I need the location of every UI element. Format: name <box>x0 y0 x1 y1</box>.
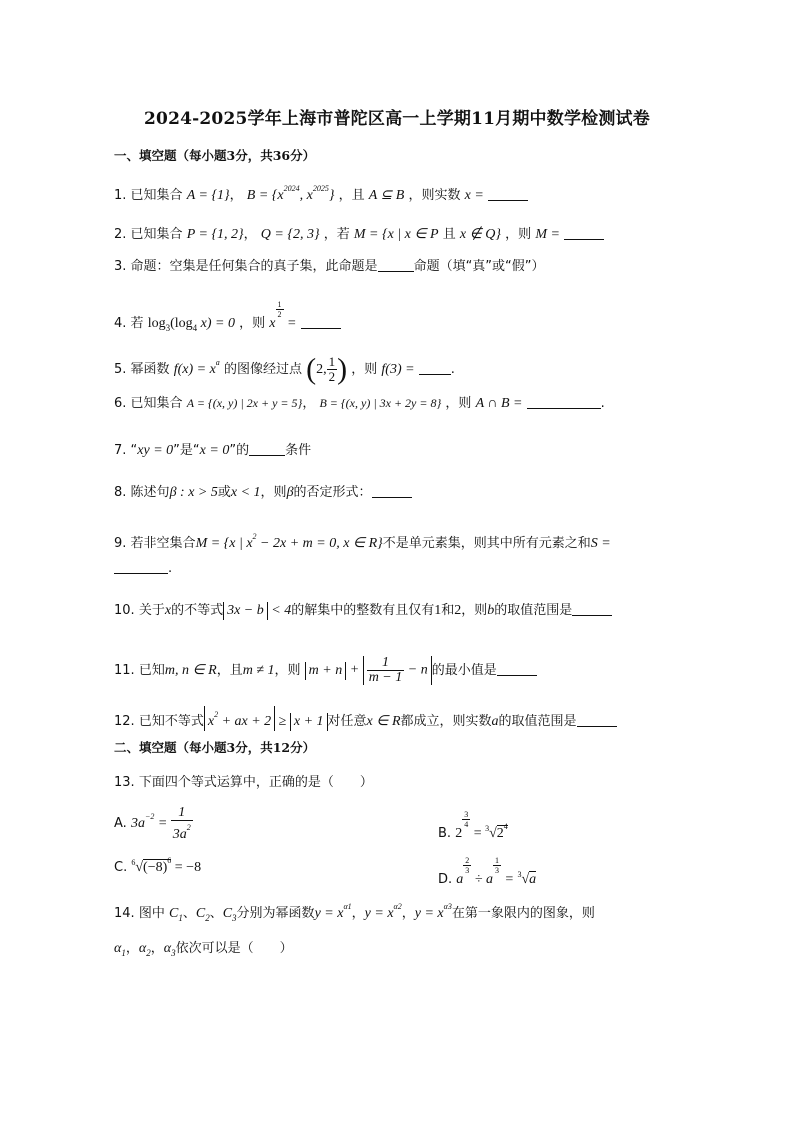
set-a: A = {1} <box>186 188 230 203</box>
question-13 <box>114 774 373 792</box>
question-7 <box>114 442 311 460</box>
punctuation: ， <box>150 941 164 956</box>
log-expression: $\log_3(\log_4$ x) = 0 <box>147 316 235 333</box>
question-text: 分别为幂函数 <box>236 906 315 921</box>
question-number: 3. <box>114 259 127 274</box>
punctuation: 、 <box>209 906 223 921</box>
option-expression: 2 $\frac{3}{4}$ = $^3√2^4$ <box>455 810 508 841</box>
question-number: 1. <box>114 188 127 203</box>
question-text: 的图像经过点 <box>223 362 302 377</box>
question-text: ，则实数 <box>408 188 461 203</box>
equation: xy = 0 <box>137 443 174 458</box>
set-p: P = {1, 2} <box>186 227 244 242</box>
condition: x ∈ R <box>366 714 401 729</box>
question-text: ，则 <box>505 227 532 242</box>
question-text: 命题：空集是任何集合的真子集，此命题是 <box>130 259 378 274</box>
power-function: $y = x^{\alpha 1}$ <box>314 902 352 921</box>
question-text: 已知集合 <box>130 396 183 411</box>
question-text: 的最小值是 <box>431 663 497 678</box>
option-d[interactable] <box>438 856 536 888</box>
answer-blank[interactable] <box>378 259 414 272</box>
option-label: D. <box>438 872 453 887</box>
question-text: ，若 <box>323 227 350 242</box>
question-14-continuation <box>114 940 293 962</box>
integer: 1 <box>434 603 442 618</box>
answer-variable: x = <box>464 188 484 203</box>
power-function: $f(x) = x^a$ <box>173 358 220 377</box>
question-text: ，则 <box>239 316 266 331</box>
exponent-list: $\alpha_1$ <box>114 941 126 958</box>
punctuation: . <box>600 396 605 411</box>
question-text: ”的 <box>229 443 250 458</box>
option-b[interactable] <box>438 810 508 842</box>
exponent-list: $\alpha_3$ <box>163 941 176 958</box>
question-number: 9. <box>114 536 127 551</box>
question-text: 的解集中的整数有且仅有 <box>291 603 435 618</box>
question-text: 关于 <box>138 603 165 618</box>
section-heading-fill-in: 一、填空题（每小题3分，共36分） <box>114 148 316 163</box>
question-text: ，则 <box>274 663 301 678</box>
set-q: Q = {2, 3} <box>260 227 320 242</box>
question-number: 14. <box>114 906 135 921</box>
curve-names: $C_3$ <box>222 906 237 923</box>
question-text: ，则 <box>461 603 488 618</box>
answer-blank[interactable] <box>527 396 601 409</box>
question-text: 若非空集合 <box>130 536 196 551</box>
answer-blank[interactable] <box>572 603 612 616</box>
set-m: M = {x | $x^2 - 2x + m = 0$, x ∈ R} <box>195 532 383 551</box>
option-c[interactable] <box>114 856 201 876</box>
answer-variable: S = <box>590 536 611 551</box>
variable: x <box>164 603 172 618</box>
question-number: 10. <box>114 603 135 618</box>
question-number: 11. <box>114 663 135 678</box>
answer-blank[interactable] <box>419 362 451 375</box>
question-9-continuation <box>114 560 172 578</box>
option-label: A. <box>114 816 127 832</box>
punctuation: ， <box>351 906 365 921</box>
power-function: $y = x^{\alpha 3}$ <box>414 902 452 921</box>
condition: m, n ∈ R <box>164 663 217 678</box>
answer-blank[interactable] <box>488 188 528 201</box>
question-text: 依次可以是（ ） <box>175 941 293 956</box>
point: (2, $\frac{1}{2}$ ) <box>306 352 348 386</box>
question-text: 陈述句 <box>130 485 170 500</box>
question-text: 的取值范围是 <box>494 603 573 618</box>
statement: x < 1 <box>230 485 261 500</box>
question-number: 8. <box>114 485 127 500</box>
option-expression: a $\frac{2}{3}$ ÷ a $\frac{1}{3}$ = $^3$√a <box>456 856 537 887</box>
question-12 <box>114 706 617 731</box>
question-text: ，且 <box>338 188 365 203</box>
question-8 <box>114 484 412 502</box>
set-a: A = {(x, y) | 2x + y = 5} <box>186 396 303 410</box>
option-label: B. <box>438 826 452 841</box>
answer-blank[interactable] <box>497 663 537 676</box>
question-number: 5. <box>114 362 127 377</box>
statement-symbol: β <box>286 485 294 500</box>
question-number: 2. <box>114 227 127 242</box>
subset-relation: A ⊆ B <box>368 188 405 203</box>
question-text: 在第一象限内的图象，则 <box>451 906 595 921</box>
question-9 <box>114 528 611 553</box>
question-text: 若 <box>130 316 144 331</box>
question-text: 的不等式 <box>171 603 224 618</box>
set-m: M = {x | x ∈ P <box>353 227 439 242</box>
answer-variable: A ∩ B = <box>475 396 523 411</box>
page-title: 2024-2025学年上海市普陀区高一上学期11月期中数学检测试卷 <box>144 109 650 129</box>
option-expression: $3a^{-2}$ = $\frac{1}{3a^2}$ <box>130 805 191 842</box>
question-text: 条件 <box>285 443 312 458</box>
expression: m + n + $\frac{1}{m - 1}$ − n <box>305 656 432 685</box>
exponent-list: $\alpha_2$ <box>138 941 151 958</box>
question-text: 和 <box>441 603 455 618</box>
punctuation: ， <box>401 906 415 921</box>
question-text: 的否定形式： <box>293 485 372 500</box>
question-text: 或 <box>217 485 231 500</box>
answer-variable: M = <box>535 227 560 242</box>
question-text: ，则 <box>351 362 378 377</box>
question-number: 12. <box>114 714 135 729</box>
question-6: 6. 已知集合 A = {(x, y) | 2x + y = 5}， B = {(x, y) | 3x + 2y = 8} ，则 A ∩ B = . <box>114 396 605 411</box>
question-text: 且 <box>442 227 456 242</box>
question-1: 1. 已知集合 A = {1}， $B = \{x^{2024}$, $x^{2025}$} ，且 A ⊆ B ，则实数 x = <box>114 180 528 205</box>
question-11 <box>114 656 537 685</box>
question-text: 都成立，则实数 <box>400 714 492 729</box>
punctuation: . <box>168 561 173 576</box>
punctuation: 、 <box>182 906 196 921</box>
question-text: 已知集合 <box>130 227 183 242</box>
equation: x = 0 <box>199 443 230 458</box>
question-text: ，则 <box>445 396 472 411</box>
set-condition: x ∉ Q} <box>459 227 502 242</box>
question-text: 的取值范围是 <box>498 714 577 729</box>
question-text: ”是“ <box>173 443 200 458</box>
question-number: 7. <box>114 443 127 458</box>
question-text: ，则 <box>260 485 287 500</box>
question-text: 命题（填“真”或“假”） <box>413 259 545 274</box>
question-text: 图中 <box>138 906 165 921</box>
answer-blank[interactable] <box>301 316 341 329</box>
answer-blank[interactable] <box>564 227 604 240</box>
punctuation: . <box>450 362 455 377</box>
question-number: 13. <box>114 775 135 790</box>
question-14 <box>114 898 595 927</box>
variable: b <box>487 603 495 618</box>
question-5 <box>114 354 455 384</box>
option-label: C. <box>114 860 128 875</box>
question-4 <box>114 300 341 337</box>
question-10 <box>114 602 612 620</box>
question-text: 已知集合 <box>130 188 183 203</box>
option-a[interactable] <box>114 806 193 842</box>
question-text: 幂函数 <box>130 362 170 377</box>
question-text: 对任意 <box>327 714 367 729</box>
curve-names: $C_2$ <box>195 906 210 923</box>
inequality: $x^2$ + ax + 2 ≥ x + 1 <box>204 714 328 729</box>
answer-blank[interactable] <box>577 714 617 727</box>
power-expression: x $\frac{1}{2}$ = <box>269 300 297 331</box>
set-b: $B = \{x^{2024}$, $x^{2025}$} <box>246 184 335 203</box>
question-text: 不是单元素集，则其中所有元素之和 <box>382 536 591 551</box>
punctuation: ， <box>125 941 139 956</box>
answer-variable: f(3) = <box>381 362 415 377</box>
option-expression: $^6√(-8)^6 = -8$ <box>131 856 202 875</box>
question-text: 已知不等式 <box>138 714 204 729</box>
integer: 2 <box>454 603 462 618</box>
condition: m ≠ 1 <box>242 663 275 678</box>
question-number: 6. <box>114 396 127 411</box>
question-text: 已知 <box>138 663 165 678</box>
answer-blank[interactable] <box>114 561 168 574</box>
section-heading-choice: 二、填空题（每小题3分，共12分） <box>114 740 316 755</box>
question-2: 2. 已知集合 P = {1, 2}， Q = {2, 3} ，若 M = {x | x ∈ P 且 x ∉ Q} ，则 M = <box>114 226 604 244</box>
statement: β : x > 5 <box>169 485 218 500</box>
question-text: ，且 <box>216 663 243 678</box>
question-3 <box>114 258 545 276</box>
variable: a <box>491 714 499 729</box>
answer-blank[interactable] <box>372 485 412 498</box>
inequality: 3x − b < 4 <box>223 603 291 618</box>
power-function: $y = x^{\alpha 2}$ <box>364 902 402 921</box>
answer-blank[interactable] <box>249 443 285 456</box>
curve-names: $C_1$ <box>168 906 183 923</box>
question-text: “ <box>130 443 138 458</box>
set-b: B = {(x, y) | 3x + 2y = 8} <box>319 396 442 410</box>
question-number: 4. <box>114 316 127 331</box>
question-text: 下面四个等式运算中，正确的是（ ） <box>138 775 373 790</box>
